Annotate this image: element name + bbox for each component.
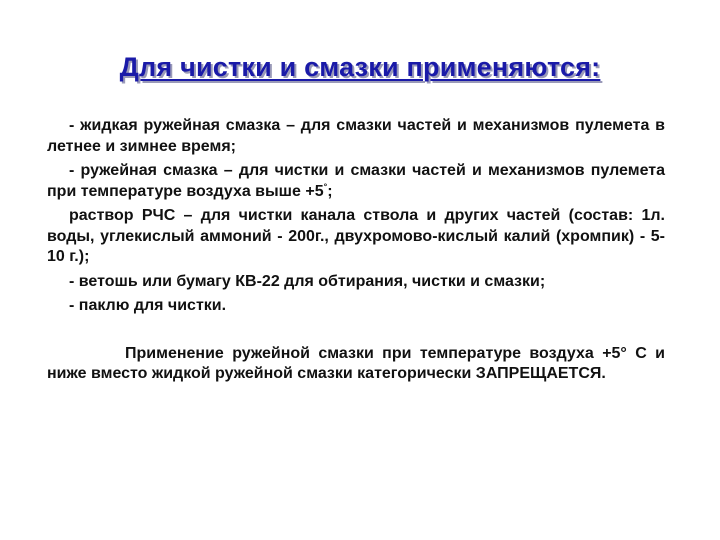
slide-body	[47, 116, 665, 389]
list-item: - ветошь или бумагу КВ-22 для обтирания, чистки и смазки;	[69, 272, 546, 290]
degree-sign: °	[323, 181, 328, 192]
list-item: - паклю для чистки.	[69, 297, 227, 314]
list-item-end: ;	[327, 182, 333, 200]
warning-paragraph: Применение ружейной смазки при температуре воздуха +5° С и ниже вместо жидкой ружейной смазки категорически ЗАПРЕЩАЕТСЯ.	[47, 344, 665, 382]
list-item-text: - ружейная смазка – для чистки и смазки частей и механизмов пулемета при температуре воздуха выше +5	[47, 162, 665, 200]
slide-title: Для чистки и смазки применяются:	[119, 52, 601, 82]
list-item	[47, 161, 665, 202]
list-item: раствор РЧС – для чистки канала ствола и других частей (состав: 1л. воды, углекислый аммоний - 200г., двухромово-кислый калий (хромпик) - 5-10 г.);	[47, 207, 665, 265]
list-item: - жидкая ружейная смазка – для смазки частей и механизмов пулемета в летнее и зимнее время;	[47, 117, 665, 155]
